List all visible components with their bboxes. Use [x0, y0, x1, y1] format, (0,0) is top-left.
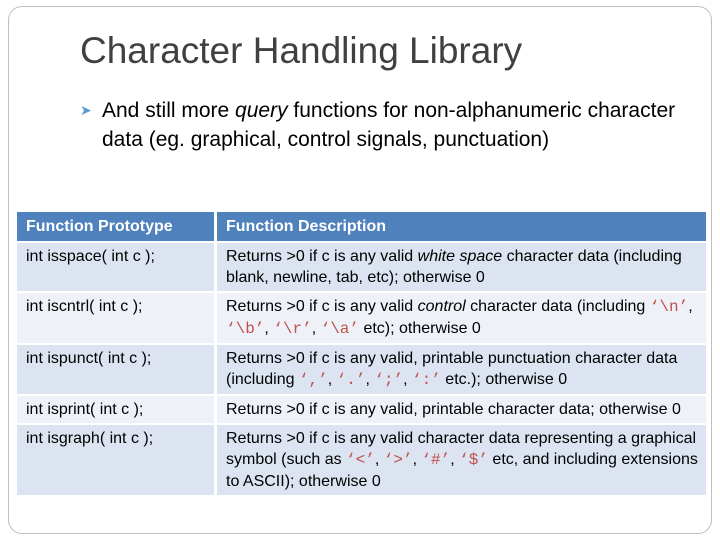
bullet-text-post: functions for non-alphanumeric character data (eg. graphical, control signals, punctuation)	[102, 99, 676, 151]
bullet-text-emphasis: query	[235, 99, 288, 122]
code-literal: ‘#’	[421, 451, 451, 469]
description-text: ,	[365, 371, 375, 388]
code-literal: ‘,’	[298, 371, 328, 389]
code-literal: ‘>’	[383, 451, 413, 469]
cell-function-prototype: int ispunct( int c );	[17, 344, 216, 395]
table-row	[17, 424, 706, 496]
table-header-row	[17, 212, 706, 242]
header-function-prototype: Function Prototype	[17, 212, 216, 242]
code-literal: ‘\b’	[226, 320, 265, 338]
code-literal: ‘\n’	[649, 298, 689, 316]
table-row	[17, 292, 706, 344]
table-body	[17, 242, 706, 496]
description-text: Returns >0 if c is any valid, printable character data; otherwise 0	[226, 401, 681, 418]
table-row	[17, 242, 706, 292]
description-text: character data (including	[465, 298, 650, 315]
code-literal: ‘;’	[374, 371, 404, 389]
description-text: ,	[327, 371, 337, 388]
description-text: ,	[412, 451, 422, 468]
description-text: character data (including blank, newline, tab, etc); otherwise 0	[226, 248, 682, 286]
function-table	[17, 212, 706, 497]
description-text: ,	[264, 320, 274, 337]
code-literal: ‘:’	[412, 371, 441, 389]
code-literal: ‘.’	[336, 371, 366, 389]
cell-function-description	[216, 395, 707, 424]
code-literal: ‘\r’	[273, 320, 312, 338]
code-literal: ‘$’	[459, 451, 488, 469]
description-text: Returns >0 if c is any valid, printable punctuation character data (including	[226, 350, 678, 388]
arrow-bullet-icon: ➤	[80, 102, 92, 118]
cell-function-prototype: int iscntrl( int c );	[17, 292, 216, 344]
bullet-text	[80, 96, 680, 154]
description-text: Returns >0 if c is any valid	[226, 248, 418, 265]
table-row	[17, 344, 706, 395]
description-text: ,	[450, 451, 460, 468]
slide-title: Character Handling Library	[80, 30, 523, 71]
description-text: ,	[688, 298, 693, 315]
cell-function-description	[216, 242, 707, 292]
emphasis-text: control	[417, 298, 466, 315]
cell-function-description	[216, 344, 707, 395]
description-text: Returns >0 if c is any valid	[226, 298, 418, 315]
description-text: Returns >0 if c is any valid character data representing a graphical symbol (such as	[226, 430, 697, 468]
description-text: etc.); otherwise 0	[440, 371, 568, 388]
cell-function-description	[216, 424, 707, 496]
emphasis-text: white space	[417, 248, 503, 265]
description-text: ,	[374, 451, 384, 468]
header-function-description: Function Description	[216, 212, 707, 242]
cell-function-description	[216, 292, 707, 344]
cell-function-prototype: int isspace( int c );	[17, 242, 216, 292]
description-text: ,	[403, 371, 413, 388]
bullet-text-pre: And still more	[102, 99, 236, 122]
cell-function-prototype: int isprint( int c );	[17, 395, 216, 424]
table-row	[17, 395, 706, 424]
description-text: etc); otherwise 0	[359, 320, 481, 337]
code-literal: ‘<’	[346, 451, 375, 469]
code-literal: ‘\a’	[320, 320, 359, 338]
description-text: ,	[311, 320, 321, 337]
description-text: etc, and including extensions to ASCII); otherwise 0	[226, 451, 698, 490]
cell-function-prototype: int isgraph( int c );	[17, 424, 216, 496]
bullet-point	[80, 96, 680, 154]
